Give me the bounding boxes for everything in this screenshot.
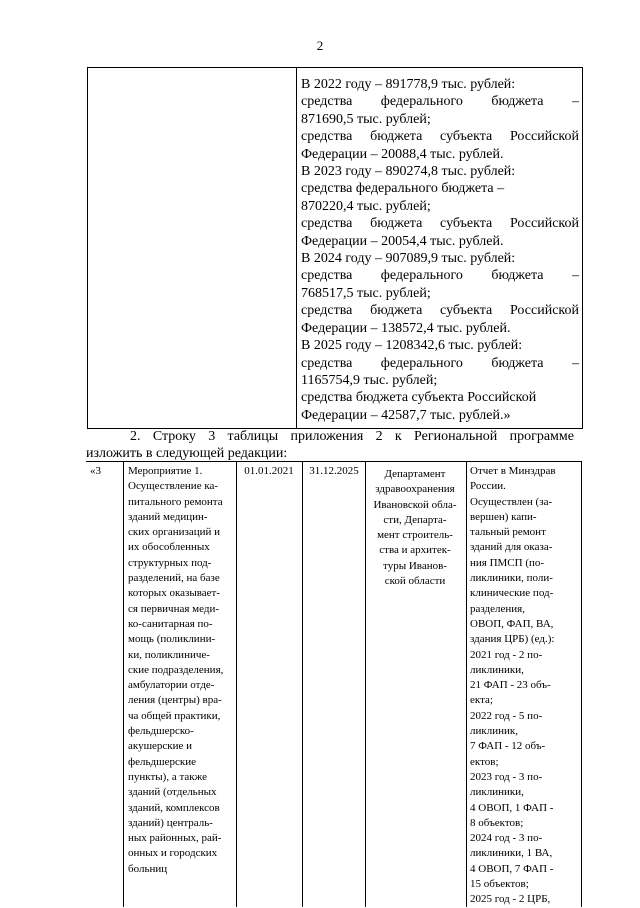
event-line: ко-санитарная по- <box>128 617 213 630</box>
event-line: структурных под- <box>128 556 212 569</box>
funding-line: средства федерального бюджета – <box>301 181 505 197</box>
column-divider <box>123 461 124 907</box>
funding-line: средства федерального бюджета – <box>301 94 579 110</box>
result-line: екта; <box>470 694 493 707</box>
executor-line: сти, Департа- <box>383 513 447 526</box>
result-line: 8 объектов; <box>470 816 524 829</box>
executor-line: мент строитель- <box>377 529 453 542</box>
event-line: фельдшерско- <box>128 725 194 738</box>
event-line: Мероприятие 1. <box>128 465 203 477</box>
funding-line: 768517,5 тыс. рублей; <box>301 285 431 301</box>
result-line: зданий для оказа- <box>470 541 553 554</box>
event-line: ных районных, рай- <box>128 832 222 845</box>
funding-text <box>301 76 579 424</box>
event-cell <box>128 464 238 877</box>
start-date: 01.01.2021 <box>244 465 294 477</box>
funding-line: Федерации – 20054,4 тыс. рублей. <box>301 233 504 249</box>
result-line: 4 ОВОП, 7 ФАП - <box>470 862 554 875</box>
result-line: ликлиники, 1 ВА, <box>470 847 553 860</box>
result-line: ектов; <box>470 755 499 768</box>
result-line: клинические под- <box>470 587 554 600</box>
result-line: ликлиники, <box>470 663 524 676</box>
executor-line: Ивановской обла- <box>373 498 457 511</box>
program-table-row <box>86 461 582 905</box>
event-line: ских организаций и <box>128 526 221 539</box>
funding-line: средства бюджета субъекта Российской <box>301 216 579 232</box>
executor-line: ской области <box>384 575 446 588</box>
funding-line: средства федерального бюджета – <box>301 268 579 284</box>
funding-line: В 2022 году – 891778,9 тыс. рублей: <box>301 77 516 92</box>
result-line: Осуществлен (за- <box>470 495 553 508</box>
executor-line: ства и архитек- <box>379 544 451 557</box>
result-line: ликлиники, поли- <box>470 572 553 585</box>
funding-line: 1165754,9 тыс. рублей; <box>301 372 438 388</box>
event-line: пункты), а также <box>128 770 207 783</box>
event-line: зданий (отдельных <box>128 786 217 799</box>
funding-line: средства федерального бюджета – <box>301 355 579 371</box>
start-date-cell <box>239 464 299 479</box>
event-line: ся первичная меди- <box>128 602 219 615</box>
result-line: 21 ФАП - 23 объ- <box>470 679 551 692</box>
funding-line: средства бюджета субъекта Российской <box>301 303 579 319</box>
event-line: фельдшерские <box>128 755 196 768</box>
executor-line: здравоохранения <box>375 483 455 496</box>
event-line: больниц <box>128 862 168 875</box>
result-line: 2024 год - 3 по- <box>470 832 543 845</box>
result-line: Отчет в Минздрав <box>470 465 556 477</box>
event-line: ча общей практики, <box>128 709 221 722</box>
end-date-cell <box>304 464 364 479</box>
result-line: 4 ОВОП, 1 ФАП - <box>470 801 554 814</box>
result-line: 2021 год - 2 по- <box>470 648 543 661</box>
table-top-border <box>86 461 582 462</box>
result-line: 7 ФАП - 12 объ- <box>470 740 546 753</box>
result-line: ОВОП, ФАП, ВА, <box>470 617 554 630</box>
event-line: ские подразделения, <box>128 663 224 676</box>
event-line: мощь (поликлини- <box>128 633 216 646</box>
instruction-line: изложить в следующей редакции: <box>86 446 288 461</box>
event-line: зданий, комплексов <box>128 801 220 814</box>
page-number: 2 <box>316 38 324 53</box>
result-line: вершен) капи- <box>470 510 537 523</box>
funding-line: В 2025 году – 1208342,6 тыс. рублей: <box>301 338 523 354</box>
event-line: их обособленных <box>128 541 210 554</box>
empty-label-cell <box>88 68 297 428</box>
result-line: здания ЦРБ) (ед.): <box>470 633 555 646</box>
event-line: зданий медицин- <box>128 510 208 523</box>
event-line: зданий) централь- <box>128 816 213 829</box>
result-cell <box>470 464 576 908</box>
funding-line: Федерации – 138572,4 тыс. рублей. <box>301 320 511 336</box>
event-line: разделений, на базе <box>128 572 220 585</box>
column-divider <box>365 461 366 907</box>
column-divider <box>581 461 582 907</box>
event-line: которых оказывает- <box>128 587 221 600</box>
funding-line: В 2023 году – 890274,8 тыс. рублей: <box>301 164 516 180</box>
executor-line: туры Иванов- <box>383 559 447 572</box>
event-line: онных и городских <box>128 847 218 860</box>
executor-cell <box>367 467 463 589</box>
funding-line: 870220,4 тыс. рублей; <box>301 198 431 214</box>
column-divider <box>466 461 467 907</box>
result-line: ния ПМСП (по- <box>470 556 545 569</box>
result-line: тальный ремонт <box>470 526 546 539</box>
result-line: ликлиник, <box>470 725 518 738</box>
event-line: питального ремонта <box>128 495 223 508</box>
column-divider <box>302 461 303 907</box>
result-line: ликлиники, <box>470 786 524 799</box>
funding-line: Федерации – 20088,4 тыс. рублей. <box>301 146 504 162</box>
funding-cell <box>297 68 582 428</box>
event-line: Осуществление ка- <box>128 480 219 493</box>
funding-line: средства бюджета субъекта Российской <box>301 129 579 145</box>
result-line: России. <box>470 480 506 493</box>
instruction-paragraph <box>86 428 574 462</box>
funding-table-continuation <box>87 67 583 429</box>
executor-line: Департамент <box>384 468 446 480</box>
funding-line: 871690,5 тыс. рублей; <box>301 111 431 127</box>
instruction-line: 2. Строку 3 таблицы приложения 2 к Региональной программе <box>130 429 574 444</box>
end-date: 31.12.2025 <box>309 465 359 477</box>
result-line: 2023 год - 3 по- <box>470 770 543 783</box>
funding-line: В 2024 году – 907089,9 тыс. рублей: <box>301 251 516 267</box>
row-number: «3 <box>90 465 101 477</box>
row-number-cell <box>90 464 118 479</box>
funding-line: Федерации – 42587,7 тыс. рублей.» <box>301 407 511 423</box>
event-line: ки, поликлиниче- <box>128 648 210 661</box>
event-line: ления (центры) вра- <box>128 694 222 707</box>
result-line: 2022 год - 5 по- <box>470 709 543 722</box>
result-line: 2025 год - 2 ЦРБ, <box>470 893 551 906</box>
event-line: амбулатории отде- <box>128 679 215 692</box>
result-line: 15 объектов; <box>470 878 529 891</box>
event-line: акушерские и <box>128 740 193 753</box>
funding-line: средства бюджета субъекта Российской <box>301 390 537 406</box>
result-line: разделения, <box>470 602 525 615</box>
